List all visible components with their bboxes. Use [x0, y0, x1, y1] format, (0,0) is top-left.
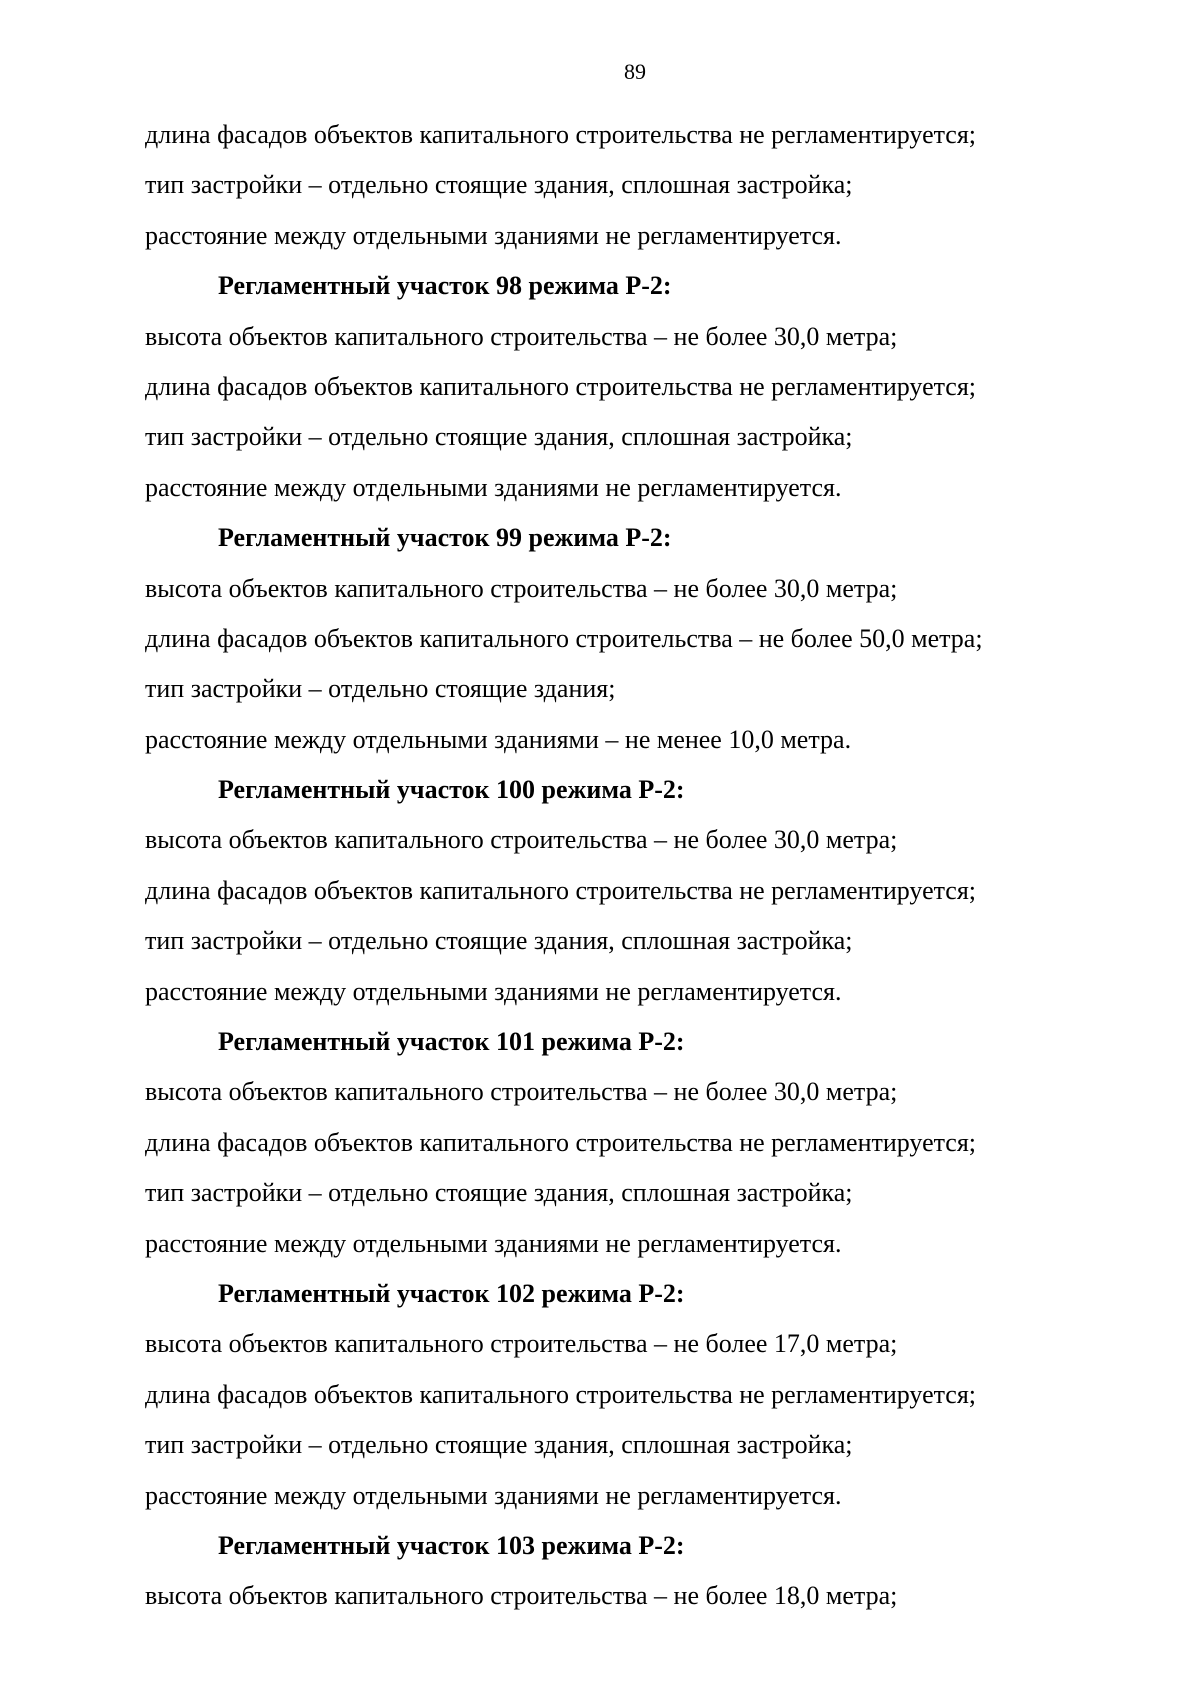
paragraph-line: высота объектов капитального строительства – не более 30,0 метра; [145, 825, 898, 855]
paragraph-line: высота объектов капитального строительства – не более 18,0 метра; [145, 1581, 898, 1611]
paragraph-line: тип застройки – отдельно стоящие здания; [145, 674, 616, 704]
paragraph-line: длина фасадов объектов капитального строительства не регламентируется; [145, 1127, 977, 1157]
page-content [145, 110, 1145, 1622]
page-number: 89 [624, 59, 646, 84]
paragraph-line: расстояние между отдельными зданиями не регламентируется. [145, 1480, 842, 1510]
paragraph-line: длина фасадов объектов капитального строительства не регламентируется; [145, 1379, 977, 1409]
section-heading: Регламентный участок 100 режима Р-2: [218, 775, 685, 805]
paragraph-line: длина фасадов объектов капитального строительства не регламентируется; [145, 120, 977, 149]
section-heading: Регламентный участок 98 режима Р-2: [218, 271, 672, 301]
paragraph-line: высота объектов капитального строительства – не более 30,0 метра; [145, 321, 898, 351]
paragraph-line: тип застройки – отдельно стоящие здания, сплошная застройка; [145, 926, 853, 956]
paragraph-line: тип застройки – отдельно стоящие здания, сплошная застройка; [145, 1178, 853, 1208]
paragraph-line: тип застройки – отдельно стоящие здания, сплошная застройка; [145, 170, 853, 200]
paragraph-line: расстояние между отдельными зданиями – не менее 10,0 метра. [145, 724, 852, 754]
section-heading: Регламентный участок 103 режима Р-2: [218, 1530, 685, 1560]
paragraph-line: расстояние между отдельными зданиями не регламентируется. [145, 976, 842, 1006]
paragraph-line: длина фасадов объектов капитального строительства – не более 50,0 метра; [145, 623, 983, 653]
paragraph-line: расстояние между отдельными зданиями не регламентируется. [145, 1228, 842, 1258]
paragraph-line: высота объектов капитального строительства – не более 30,0 метра; [145, 1077, 898, 1107]
section-heading: Регламентный участок 102 режима Р-2: [218, 1278, 685, 1308]
paragraph-line: высота объектов капитального строительства – не более 17,0 метра; [145, 1329, 898, 1359]
paragraph-line: длина фасадов объектов капитального строительства не регламентируется; [145, 371, 977, 401]
section-heading: Регламентный участок 99 режима Р-2: [218, 523, 672, 553]
paragraph-line: длина фасадов объектов капитального строительства не регламентируется; [145, 875, 977, 905]
paragraph-line: расстояние между отдельными зданиями не регламентируется. [145, 472, 842, 502]
paragraph-line: тип застройки – отдельно стоящие здания, сплошная застройка; [145, 1430, 853, 1460]
paragraph-line: высота объектов капитального строительства – не более 30,0 метра; [145, 573, 898, 603]
section-heading: Регламентный участок 101 режима Р-2: [218, 1027, 685, 1057]
paragraph-line: расстояние между отдельными зданиями не регламентируется. [145, 220, 842, 250]
paragraph-line: тип застройки – отдельно стоящие здания, сплошная застройка; [145, 422, 853, 452]
